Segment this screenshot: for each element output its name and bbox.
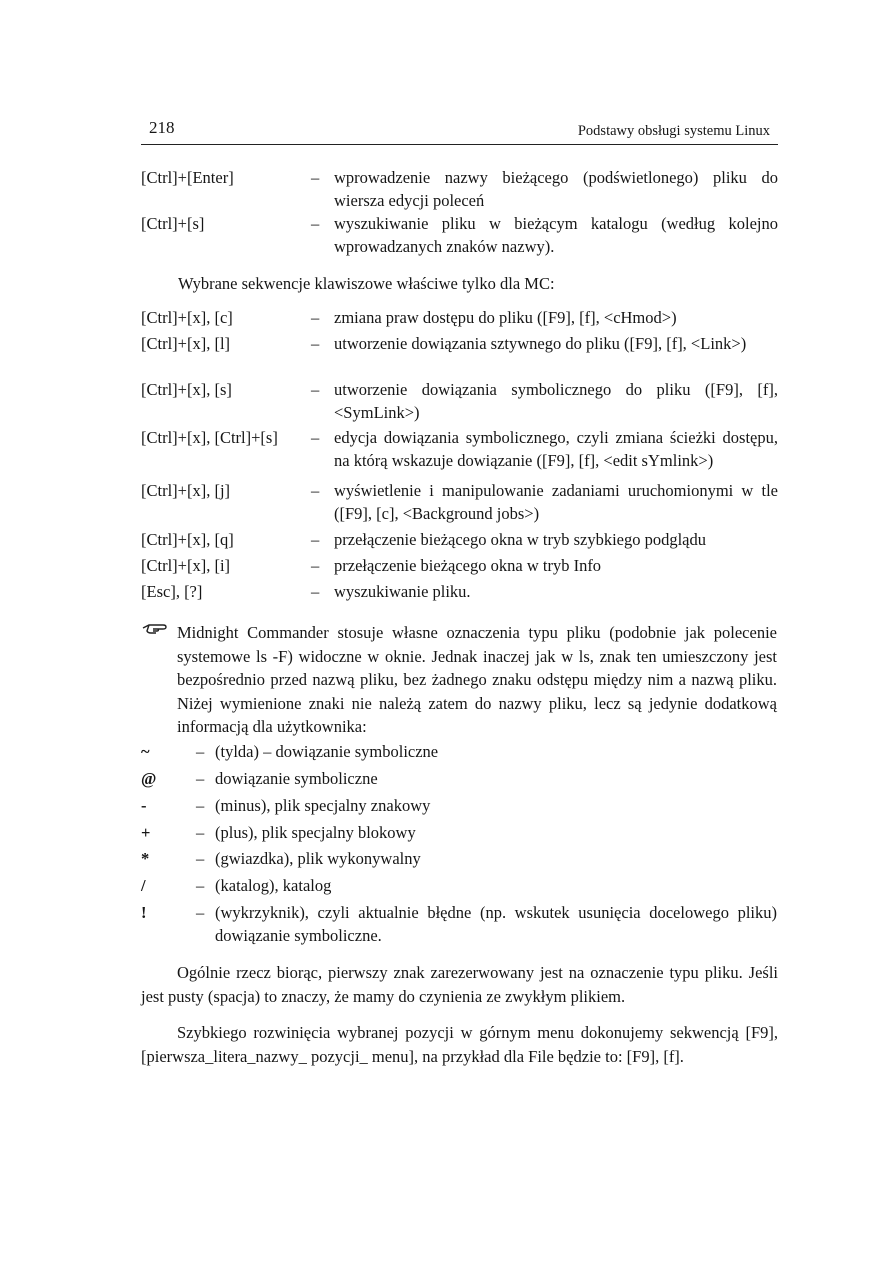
file-type-mark: + [141, 823, 151, 842]
shortcut-description: edycja dowiązania symbolicznego, czyli zmiana ścieżki dostępu, na którą wskazuje dowiązanie ([F9], [f], <edit sYmlink>) [334, 428, 778, 470]
paragraph-first-char: Ogólnie rzecz biorąc, pierwszy znak zarezerwowany jest na oznaczenie typu pliku. Jeśli jest pusty (spacja) to znaczy, że mamy do czynienia ze zwykłym plikiem. [141, 963, 778, 1006]
file-type-description: (katalog), katalog [215, 876, 332, 895]
file-type-description: (wykrzyknik), czyli aktualnie błędne (np. wskutek usunięcia docelowego pliku) dowiązanie symboliczne. [215, 903, 777, 945]
file-type-mark: * [141, 849, 150, 868]
running-title: Podstawy obsługi systemu Linux [577, 123, 770, 139]
dash: – [311, 428, 320, 447]
shortcut-key: [Ctrl]+[x], [j] [141, 481, 231, 500]
file-type-mark: @ [141, 769, 157, 788]
dash: – [311, 168, 320, 187]
shortcut-key: [Ctrl]+[x], [s] [141, 380, 232, 399]
shortcut-description: wyszukiwanie pliku w bieżącym katalogu (według kolejno wprowadzanych znaków nazwy). [334, 214, 778, 256]
file-type-mark: ~ [141, 742, 150, 761]
shortcut-key: [Ctrl]+[x], [c] [141, 308, 233, 327]
shortcut-key: [Ctrl]+[x], [q] [141, 530, 234, 549]
page-header [141, 118, 778, 145]
shortcut-description: przełączenie bieżącego okna w tryb szybkiego podglądu [334, 530, 707, 549]
dash: – [196, 849, 205, 868]
file-type-description: (tylda) – dowiązanie symboliczne [215, 742, 439, 761]
file-type-description: (minus), plik specjalny znakowy [215, 796, 431, 815]
shortcut-key: [Ctrl]+[Enter] [141, 168, 234, 187]
page-number: 218 [149, 118, 175, 137]
file-type-description: (plus), plik specjalny blokowy [215, 823, 416, 842]
note-text: Midnight Commander stosuje własne oznaczenia typu pliku (podobnie jak polecenie systemowe ls -F) widoczne w oknie. Jednak inaczej jak w ls, znak ten umieszczony jest bezpośrednio przed nazwą pliku, bez żadnego znaku odstępu między nim a nazwą pliku. Niżej wymienione znaki nie należą zatem do nazwy pliku, lecz są jedynie dodatkową informacją dla użytkownika: [177, 623, 777, 736]
shortcut-key: [Esc], [?] [141, 582, 203, 601]
shortcut-description: wyświetlenie i manipulowanie zadaniami uruchomionymi w tle ([F9], [c], <Background jobs>) [334, 481, 778, 523]
file-type-mark: / [141, 876, 146, 895]
shortcut-description: przełączenie bieżącego okna w tryb Info [334, 556, 602, 575]
dash: – [311, 556, 320, 575]
file-type-description: (gwiazdka), plik wykonywalny [215, 849, 421, 868]
dash: – [196, 903, 205, 922]
dash: – [311, 214, 320, 233]
file-type-mark: ! [141, 903, 147, 922]
shortcut-description: wprowadzenie nazwy bieżącego (podświetlonego) pliku do wiersza edycji poleceń [334, 168, 778, 210]
shortcut-key: [Ctrl]+[x], [i] [141, 556, 231, 575]
dash: – [311, 582, 320, 601]
dash: – [196, 823, 205, 842]
dash: – [311, 530, 320, 549]
shortcut-key: [Ctrl]+[x], [Ctrl]+[s] [141, 428, 278, 447]
dash: – [311, 334, 320, 353]
pointing-hand-icon [141, 618, 169, 638]
intro-text: Wybrane sekwencje klawiszowe właściwe tylko dla MC: [178, 274, 555, 293]
dash: – [311, 380, 320, 399]
dash: – [311, 481, 320, 500]
shortcut-description: utworzenie dowiązania symbolicznego do pliku ([F9], [f], <SymLink>) [334, 380, 778, 422]
dash: – [196, 876, 205, 895]
shortcut-description: wyszukiwanie pliku. [334, 582, 471, 601]
dash: – [196, 796, 205, 815]
shortcut-key: [Ctrl]+[x], [l] [141, 334, 231, 353]
dash: – [196, 742, 205, 761]
dash: – [196, 769, 205, 788]
file-type-description: dowiązanie symboliczne [215, 769, 378, 788]
shortcut-description: zmiana praw dostępu do pliku ([F9], [f], <cHmod>) [334, 308, 677, 327]
file-type-mark: - [141, 796, 147, 815]
shortcut-key: [Ctrl]+[s] [141, 214, 205, 233]
paragraph-menu-shortcut: Szybkiego rozwinięcia wybranej pozycji w górnym menu dokonujemy sekwencją [F9], [pierwsza_litera_nazwy_ pozycji_ menu], na przykład dla File będzie to: [F9], [f]. [141, 1023, 778, 1066]
shortcut-description: utworzenie dowiązania sztywnego do pliku ([F9], [f], <Link>) [334, 334, 747, 353]
dash: – [311, 308, 320, 327]
